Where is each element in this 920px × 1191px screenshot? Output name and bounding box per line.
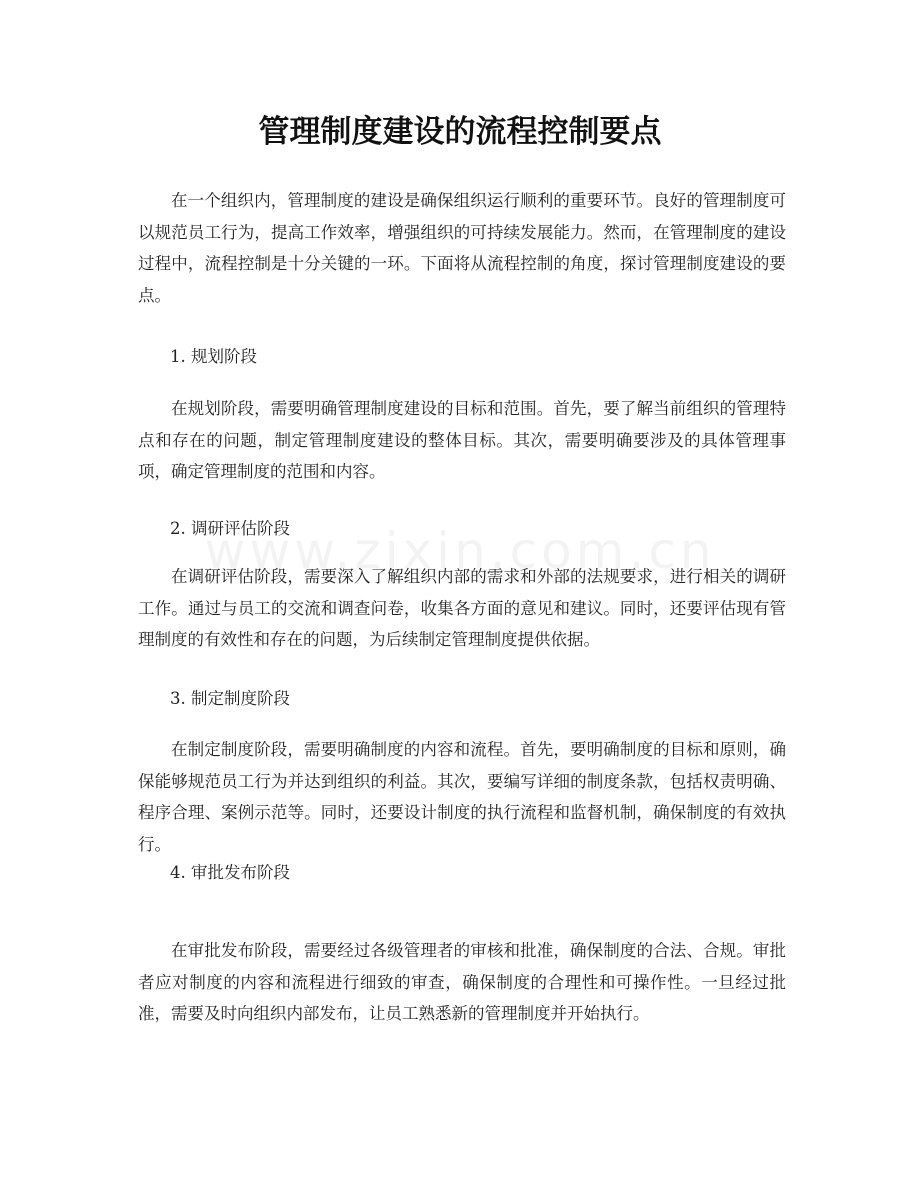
section-heading-approval: 4. 审批发布阶段 — [170, 863, 290, 882]
section-body-drafting: 在制定制度阶段，需要明确制度的内容和流程。首先，要明确制度的目标和原则，确保能够规范员工行为并达到组织的利益。其次，要编写详细的制度条款，包括权责明确、程序合理、案例示范等。同时，还要设计制度的执行流程和监督机制，确保制度的有效执行。 — [138, 740, 786, 854]
section-body-planning: 在规划阶段，需要明确管理制度建设的目标和范围。首先，要了解当前组织的管理特点和存在的问题，制定管理制度建设的整体目标。其次，需要明确要涉及的具体管理事项，确定管理制度的范围和内容。 — [138, 399, 786, 481]
intro-paragraph: 在一个组织内，管理制度的建设是确保组织运行顺利的重要环节。良好的管理制度可以规范员工行为，提高工作效率，增强组织的可持续发展能力。然而，在管理制度的建设过程中，流程控制是十分关键的一环。下面将从流程控制的角度，探讨管理制度建设的要点。 — [138, 191, 786, 305]
section-body-approval: 在审批发布阶段，需要经过各级管理者的审核和批准，确保制度的合法、合规。审批者应对制度的内容和流程进行细致的审查，确保制度的合理性和可操作性。一旦经过批准，需要及时向组织内部发布，让员工熟悉新的管理制度并开始执行。 — [138, 941, 786, 1023]
section-body-research: 在调研评估阶段，需要深入了解组织内部的需求和外部的法规要求，进行相关的调研工作。通过与员工的交流和调查问卷，收集各方面的意见和建议。同时，还要评估现有管理制度的有效性和存在的问题，为后续制定管理制度提供依据。 — [138, 567, 786, 649]
document-title: 管理制度建设的流程控制要点 — [258, 114, 662, 150]
section-heading-planning: 1. 规划阶段 — [170, 347, 257, 366]
section-heading-drafting: 3. 制定制度阶段 — [170, 689, 290, 708]
section-heading-research: 2. 调研评估阶段 — [170, 519, 290, 538]
